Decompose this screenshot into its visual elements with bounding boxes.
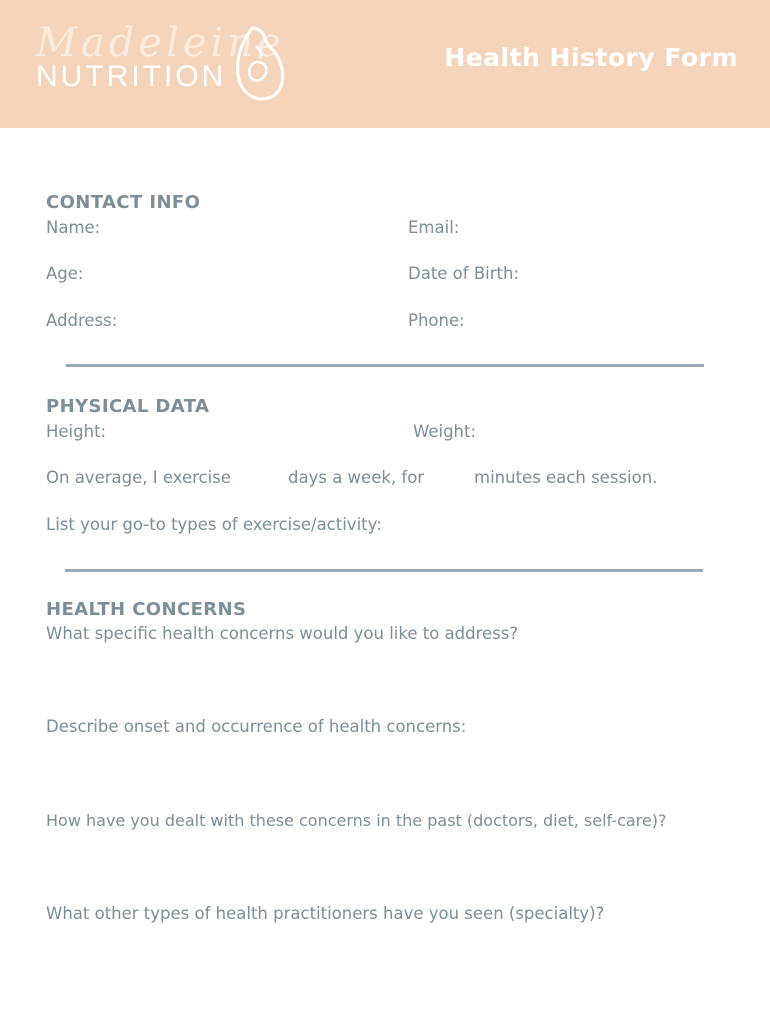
activity-types-label: List your go-to types of exercise/activity: xyxy=(46,515,382,534)
logo-mark-icon xyxy=(230,24,288,104)
past-treatment-question: How have you dealt with these concerns in the past (doctors, diet, self-care)? xyxy=(46,811,667,830)
health-concerns-question: What specific health concerns would you like to address? xyxy=(46,624,519,643)
exercise-minutes-label: minutes each session. xyxy=(474,468,658,487)
phone-label: Phone: xyxy=(408,311,465,330)
exercise-frequency-label: On average, I exercise xyxy=(46,468,231,487)
practitioners-question: What other types of health practitioners have you seen (specialty)? xyxy=(46,904,605,923)
weight-label: Weight: xyxy=(413,422,477,441)
dob-label: Date of Birth: xyxy=(408,264,520,283)
logo-script-text: Madeleine xyxy=(36,20,285,66)
section-divider xyxy=(66,364,704,367)
exercise-days-label: days a week, for xyxy=(288,468,425,487)
section-divider xyxy=(65,569,703,572)
header-banner xyxy=(0,0,770,128)
physical-data-heading: PHYSICAL DATA xyxy=(46,396,210,417)
logo-wordmark: NUTRITION xyxy=(36,60,227,93)
contact-info-heading: CONTACT INFO xyxy=(46,192,201,213)
health-concerns-heading: HEALTH CONCERNS xyxy=(46,599,247,620)
onset-question: Describe onset and occurrence of health concerns: xyxy=(46,717,467,736)
email-label: Email: xyxy=(408,218,460,237)
height-label: Height: xyxy=(46,422,107,441)
name-label: Name: xyxy=(46,218,101,237)
page-title: Health History Form xyxy=(444,43,738,72)
address-label: Address: xyxy=(46,311,118,330)
age-label: Age: xyxy=(46,264,84,283)
